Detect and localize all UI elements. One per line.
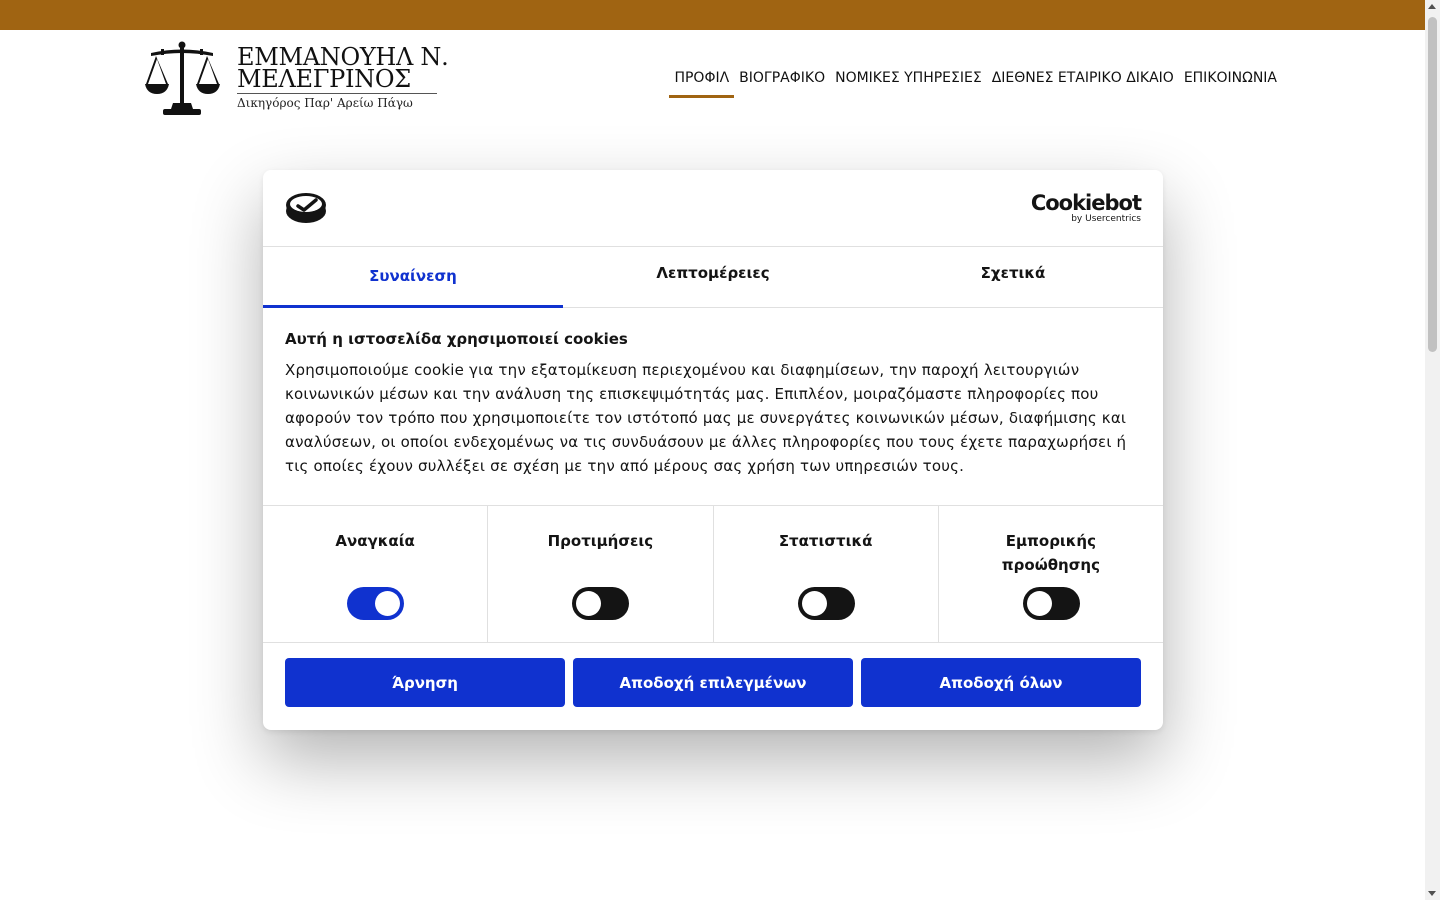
nav-item-contact[interactable]: ΕΠΙΚΟΙΝΩΝΙΑ [1183,70,1277,86]
cookiebot-brand: Cookiebot [1030,191,1141,215]
preferences-toggle[interactable] [572,587,629,620]
nav-item-legal-services[interactable]: ΝΟΜΙΚΕΣ ΥΠΗΡΕΣΙΕΣ [835,70,982,86]
tab-details[interactable]: Λεπτομέρειες [656,264,770,282]
top-brand-bar [0,0,1425,30]
cookie-dialog-actions [285,658,1141,707]
cookie-dialog-description: Χρησιμοποιούμε cookie για την εξατομίκευση περιεχομένου και διαφημίσεων, την παροχή λειτουργιών κοινωνικών μέσων και την ανάλυση της επισκεψιμότητάς μας. Επιπλέον, μοιραζόμαστε πληροφορίες που αφορούν τον τρόπο που χρησιμοποιείτε τον ιστότοπό μας με συνεργάτες κοινωνικών μέσων, διαφήμισης και αναλύσεων, οι οποίοι ενδεχομένως να τις συνδυάσουν με άλλες πληροφορίες που τους έχετε παραχωρήσει ή τις οποίες έχουν συλλέξει σε σχέση με την από μέρους σας χρήση των υπηρεσιών τους. [285,361,1127,475]
tab-consent[interactable]: Συναίνεση [263,247,563,307]
statistics-toggle[interactable] [798,587,855,620]
scales-of-justice-icon [143,40,221,118]
logo-name-line2: ΜΕΛΕΓΡΙΝΟΣ [237,65,411,93]
main-nav [669,66,1282,96]
cookie-category-toggles [263,505,1163,643]
category-statistics [714,506,939,642]
category-statistics-label: Στατιστικά [778,532,873,550]
site-header [0,30,1425,130]
deny-button[interactable]: Άρνηση [285,658,565,707]
cookie-consent-dialog [263,170,1163,730]
cookie-dialog-tabs [263,247,1163,308]
scroll-up-arrow-icon[interactable] [1428,4,1436,9]
cookie-dialog-title: Αυτή η ιστοσελίδα χρησιμοποιεί cookies [285,330,628,348]
accept-selected-button[interactable]: Αποδοχή επιλεγμένων [573,658,853,707]
cookiebot-by: by Usercentrics [1071,214,1141,224]
scrollbar-thumb[interactable] [1428,17,1437,352]
category-marketing [939,506,1163,642]
logo-divider [237,93,437,94]
logo-name [237,43,449,93]
site-logo[interactable] [143,40,449,120]
nav-item-international-corporate-law[interactable]: ΔΙΕΘΝΕΣ ΕΤΑΙΡΙΚΟ ΔΙΚΑΙΟ [991,70,1174,86]
category-necessary-label: Αναγκαία [335,532,415,550]
toggle-knob [1027,591,1052,616]
cookie-consent-icon [285,192,327,224]
toggle-knob [802,591,827,616]
category-marketing-label: Εμπορικής προώθησης [1001,532,1100,574]
page-scrollbar[interactable] [1425,0,1440,900]
category-preferences-label: Προτιμήσεις [547,532,654,550]
cookiebot-logo[interactable] [1031,192,1141,224]
toggle-knob [576,591,601,616]
nav-item-profile[interactable]: ΠΡΟΦΙΛ [669,66,734,96]
toggle-knob [375,591,400,616]
scroll-down-arrow-icon[interactable] [1428,891,1436,896]
necessary-toggle[interactable] [347,587,404,620]
nav-item-cv[interactable]: ΒΙΟΓΡΑΦΙΚΟ [739,70,826,86]
accept-all-button[interactable]: Αποδοχή όλων [861,658,1141,707]
cookie-dialog-body [285,330,1141,478]
marketing-toggle[interactable] [1023,587,1080,620]
cookie-dialog-header [263,170,1163,247]
category-preferences [488,506,713,642]
tab-about[interactable]: Σχετικά [980,264,1046,282]
logo-subtitle: Δικηγόρος Παρ' Αρείω Πάγω [237,96,413,110]
category-necessary [263,506,488,642]
logo-name-line1: ΕΜΜΑΝΟΥΗΛ Ν. [237,43,449,71]
